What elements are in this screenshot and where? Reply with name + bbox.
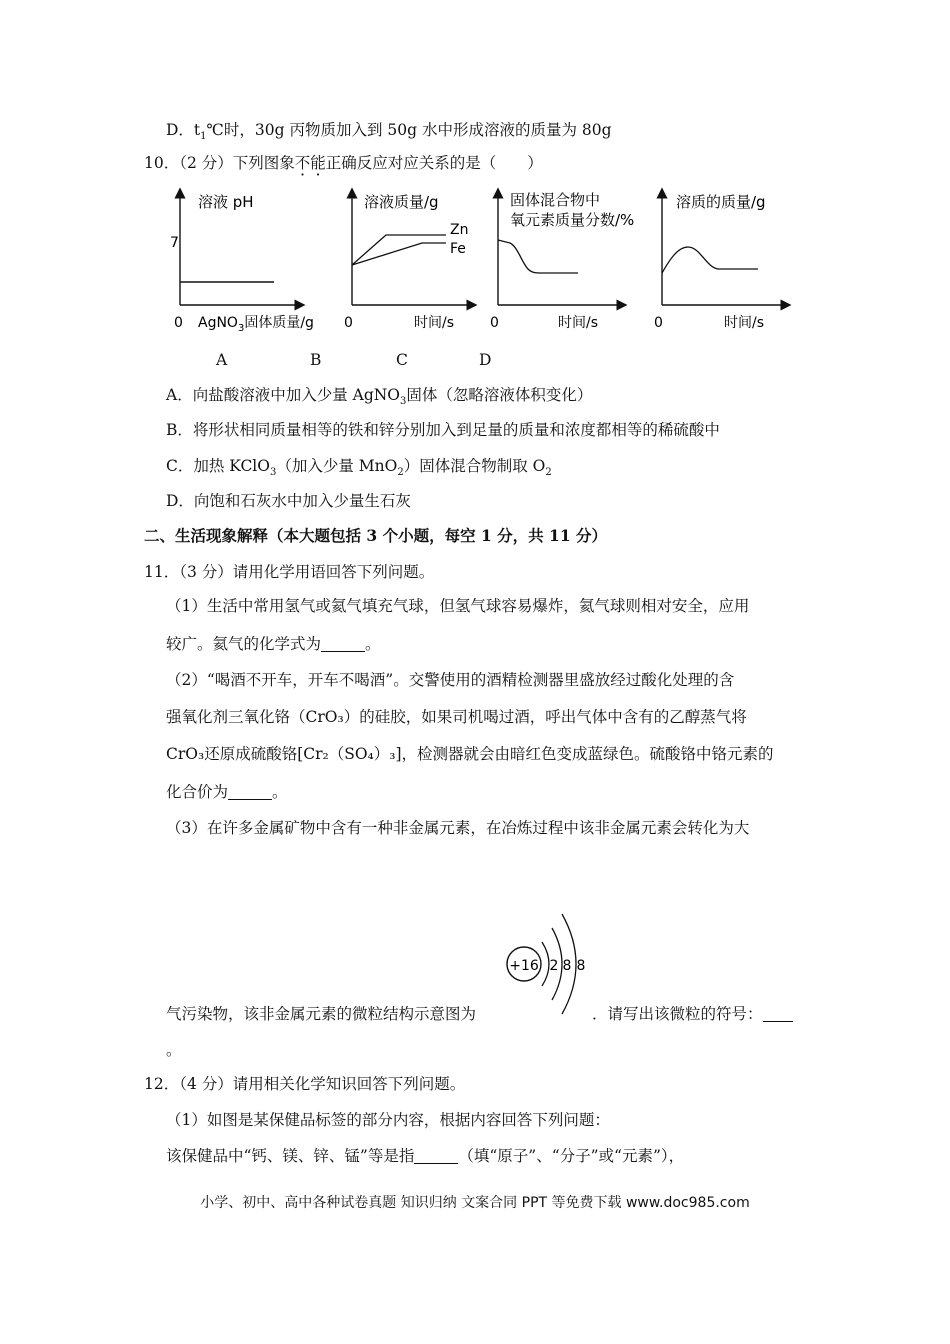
q11-stem: 11．（3 分）请用化学用语回答下列问题。 — [144, 563, 435, 581]
graph-c-ylabel-1: 固体混合物中 — [510, 191, 601, 209]
section-2-heading: 二、生活现象解释（本大题包括 3 个小题，每空 1 分，共 11 分） — [144, 526, 608, 545]
q11-p1-line2: 较广。氦气的化学式为 。 — [166, 635, 381, 653]
q11-p3-line1: （3）在许多金属矿物中含有一种非金属元素，在冶炼过程中该非金属元素会转化为大 — [166, 819, 750, 837]
graph-a-ylabel: 溶液 pH — [198, 193, 254, 211]
q9-option-d: D．$t_1℃$时，30g 丙物质加入到 50g 水中形成溶液的质量为 80g — [166, 121, 612, 143]
graph-b-ylabel: 溶液质量/g — [364, 193, 439, 211]
q11-p3-line3: 。 — [166, 1041, 182, 1059]
graph-c-origin: 0 — [490, 315, 499, 331]
graph-label-c: C — [396, 351, 408, 369]
page-footer: 小学、初中、高中各种试卷真题 知识归纳 文案合同 PPT 等免费下载 www.doc985.com — [200, 1195, 750, 1211]
q10-graphs — [160, 185, 800, 335]
graph-label-a: A — [216, 351, 228, 369]
graph-a-tick-7: 7 — [170, 235, 179, 251]
q10-option-a: A．向盐酸溶液中加入少量 AgNO$_3$固体（忽略溶液体积变化） — [166, 386, 593, 408]
graph-a — [170, 193, 314, 334]
shell-1-count: 2 — [549, 958, 559, 974]
q10-option-c: C．加热 KClO$_3$（加入少量 MnO$_2$）固体混合物制取 $O_2$ — [166, 457, 552, 479]
q11-p2-line3: CrO₃还原成硫酸铬[Cr₂（SO₄）₃]，检测器就会由暗红色变成蓝绿色。硫酸铬中铬元素的 — [166, 745, 774, 763]
sulfur-ion-structure-diagram — [500, 900, 600, 1030]
answer-blank-4[interactable] — [414, 1147, 458, 1164]
q11-p2-line1: （2）“喝酒不开车，开车不喝酒”。交警使用的酒精检测器里盛放经过酸化处理的含 — [166, 671, 735, 689]
shell-2-count: 8 — [562, 958, 572, 974]
q11-p2-line2: 强氧化剂三氧化铬（CrO₃）的硅胶，如果司机喝过酒，呼出气体中含有的乙醇蒸气将 — [166, 708, 747, 726]
graph-d-ylabel: 溶质的质量/g — [676, 193, 766, 211]
shell-3-count: 8 — [576, 958, 586, 974]
graph-label-b: B — [310, 351, 322, 369]
graph-b-origin: 0 — [344, 315, 353, 331]
answer-blank-1[interactable] — [321, 635, 365, 652]
q12-p1-line2: 该保健品中“钙、镁、锌、锰”等是指 （填“原子”、“分子”或“元素”）， — [166, 1147, 685, 1165]
q12-stem: 12．（4 分）请用相关化学知识回答下列问题。 — [144, 1075, 466, 1093]
q11-p3-line2-right: ．请写出该微粒的符号： — [592, 1004, 793, 1024]
answer-blank-3[interactable] — [763, 1005, 793, 1022]
graph-a-origin: 0 — [174, 315, 183, 331]
graph-b — [344, 193, 472, 331]
q10-option-d: D．向饱和石灰水中加入少量生石灰 — [166, 492, 411, 510]
q10-option-b: B．将形状相同质量相等的铁和锌分别加入到足量的质量和浓度都相等的稀硫酸中 — [166, 421, 720, 439]
graph-d-xlabel: 时间/s — [724, 315, 765, 331]
graph-c-xlabel: 时间/s — [558, 315, 599, 331]
graph-label-d: D — [479, 351, 492, 369]
q11-p2-line4: 化合价为 。 — [166, 783, 288, 801]
graph-c — [490, 191, 634, 331]
answer-blank-2[interactable] — [228, 783, 272, 800]
q10-stem: 10．（2 分）下列图象不能正确反应对应关系的是（ ） — [144, 154, 543, 172]
graph-a-xlabel: AgNO$_3$固体质量/g — [198, 315, 314, 334]
graph-c-ylabel-2: 氧元素质量分数/% — [510, 211, 635, 229]
graph-d — [654, 193, 786, 331]
q11-p1-line1: （1）生活中常用氢气或氦气填充气球，但氢气球容易爆炸，氦气球则相对安全，应用 — [166, 597, 750, 615]
q11-p3-line2-left: 气污染物，该非金属元素的微粒结构示意图为 — [166, 1005, 477, 1023]
graph-b-fe-label: Fe — [450, 241, 466, 257]
graph-d-origin: 0 — [654, 315, 663, 331]
graph-b-zn-label: Zn — [450, 222, 469, 238]
nucleus-charge: +16 — [509, 958, 539, 974]
q12-p1: （1）如图是某保健品标签的部分内容，根据内容回答下列问题： — [166, 1111, 610, 1129]
graph-b-xlabel: 时间/s — [414, 315, 455, 331]
